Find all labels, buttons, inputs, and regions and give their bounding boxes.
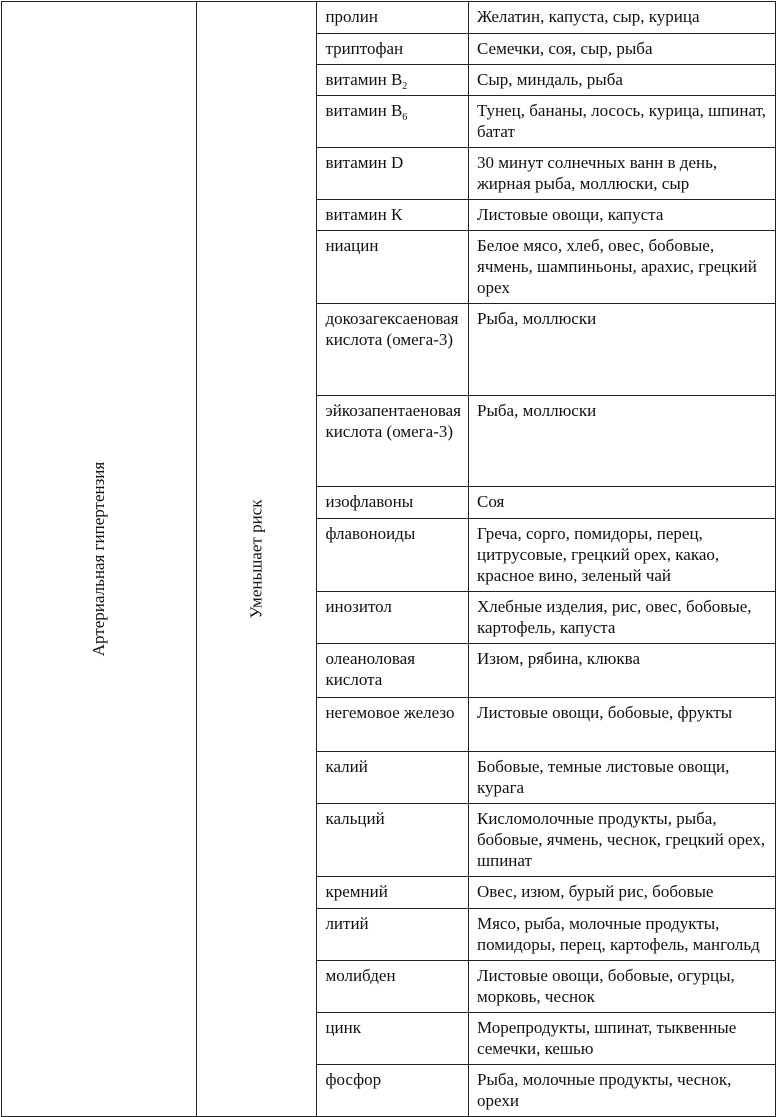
nutrient-cell <box>317 200 469 231</box>
condition-cell <box>2 2 197 1117</box>
nutrient-name: эйкозапентаеновая кислота (омега-3) <box>325 401 461 441</box>
food-sources: Рыба, молочные продукты, чеснок, орехи <box>477 1070 732 1110</box>
nutrient-name: кремний <box>325 882 388 901</box>
food-sources: Овес, изюм, бурый рис, бобовые <box>477 882 714 901</box>
table-row <box>2 2 776 34</box>
foods-cell <box>469 592 776 644</box>
nutrient-cell <box>317 1013 469 1065</box>
nutrient-cell <box>317 96 469 148</box>
foods-cell <box>469 148 776 200</box>
nutrient-name: витамин К <box>325 205 403 224</box>
foods-cell <box>469 304 776 396</box>
nutrient-cell <box>317 804 469 877</box>
nutrient-name: литий <box>325 914 369 933</box>
food-sources: Листовые овощи, капуста <box>477 205 664 224</box>
food-sources: Изюм, рябина, клюква <box>477 649 640 668</box>
nutrient-cell <box>317 487 469 519</box>
food-sources: Рыба, моллюски <box>477 401 597 420</box>
food-sources: Морепродукты, шпинат, тыквенные семечки, кешью <box>477 1018 737 1058</box>
foods-cell <box>469 752 776 804</box>
nutrient-cell <box>317 752 469 804</box>
effect-cell <box>197 2 317 1117</box>
foods-cell <box>469 231 776 304</box>
food-sources: Сыр, миндаль, рыба <box>477 70 623 89</box>
foods-cell <box>469 200 776 231</box>
nutrient-cell <box>317 592 469 644</box>
nutrient-cell <box>317 519 469 592</box>
food-sources: Листовые овощи, бобовые, фрукты <box>477 703 733 722</box>
food-sources: Мясо, рыба, молочные продукты, помидоры, перец, картофель, мангольд <box>477 914 760 954</box>
nutrient-name: флавоноиды <box>325 524 416 543</box>
foods-cell <box>469 961 776 1013</box>
nutrient-cell <box>317 2 469 34</box>
nutrient-cell <box>317 698 469 752</box>
foods-cell <box>469 877 776 909</box>
nutrient-cell <box>317 877 469 909</box>
food-sources: Греча, сорго, помидоры, перец, цитрусовые, грецкий орех, какао, красное вино, зеленый чай <box>477 524 720 585</box>
nutrient-name: калий <box>325 757 368 776</box>
food-sources: Тунец, бананы, лосось, курица, шпинат, батат <box>477 101 766 141</box>
nutrient-cell <box>317 396 469 487</box>
nutrient-cell <box>317 961 469 1013</box>
foods-cell <box>469 34 776 65</box>
food-sources: Рыба, моллюски <box>477 309 597 328</box>
nutrient-name: цинк <box>325 1018 361 1037</box>
nutrient-subscript: 6 <box>402 112 408 123</box>
nutrient-name <box>317 65 468 95</box>
nutrient-cell <box>317 34 469 65</box>
nutrient-name: негемовое железо <box>325 703 455 722</box>
nutrient-cell <box>317 304 469 396</box>
nutrient-cell <box>317 148 469 200</box>
nutrient-cell <box>317 644 469 698</box>
nutrient-name: пролин <box>325 7 378 26</box>
nutrient-name: инозитол <box>325 597 392 616</box>
foods-cell <box>469 1013 776 1065</box>
food-sources: Соя <box>477 492 505 511</box>
nutrient-name: фосфор <box>325 1070 382 1089</box>
foods-cell <box>469 909 776 961</box>
food-sources: Белое мясо, хлеб, овес, бобовые, ячмень, шампиньоны, арахис, грецкий орех <box>477 236 757 297</box>
nutrient-cell <box>317 231 469 304</box>
nutrient-name: олеаноловая кислота <box>325 649 416 689</box>
effect-label: Уменьшает риск <box>246 499 266 619</box>
foods-cell <box>469 487 776 519</box>
nutrient-name: ниацин <box>325 236 379 255</box>
nutrient-name-base: витамин B <box>325 101 403 120</box>
nutrient-cell <box>317 1065 469 1117</box>
nutrient-name: докозагексаеновая кислота (омега-3) <box>325 309 459 349</box>
nutrient-name: молибден <box>325 966 396 985</box>
nutrient-cell <box>317 65 469 96</box>
nutrient-name: кальций <box>325 809 385 828</box>
nutrient-table <box>1 1 776 1117</box>
condition-label: Артериальная гипертензия <box>89 461 109 657</box>
food-sources: Желатин, капуста, сыр, курица <box>477 7 700 26</box>
foods-cell <box>469 96 776 148</box>
foods-cell <box>469 2 776 34</box>
foods-cell <box>469 1065 776 1117</box>
food-sources: 30 минут солнечных ванн в день, жирная рыба, моллюски, сыр <box>477 153 718 193</box>
foods-cell <box>469 804 776 877</box>
nutrient-name: изофлавоны <box>325 492 414 511</box>
nutrient-subscript: 2 <box>402 81 408 92</box>
food-sources: Бобовые, темные листовые овощи, курага <box>477 757 730 797</box>
nutrient-cell <box>317 909 469 961</box>
nutrient-name-base: витамин B <box>325 70 403 89</box>
nutrient-name <box>317 96 468 126</box>
foods-cell <box>469 65 776 96</box>
food-sources: Семечки, соя, сыр, рыба <box>477 39 653 58</box>
foods-cell <box>469 698 776 752</box>
foods-cell <box>469 396 776 487</box>
food-sources: Кисломолочные продукты, рыба, бобовые, ячмень, чеснок, грецкий орех, шпинат <box>477 809 766 870</box>
nutrient-name: триптофан <box>325 39 404 58</box>
foods-cell <box>469 519 776 592</box>
food-sources: Листовые овощи, бобовые, огурцы, морковь, чеснок <box>477 966 735 1006</box>
foods-cell <box>469 644 776 698</box>
nutrient-name: витамин D <box>325 153 404 172</box>
food-sources: Хлебные изделия, рис, овес, бобовые, картофель, капуста <box>477 597 752 637</box>
